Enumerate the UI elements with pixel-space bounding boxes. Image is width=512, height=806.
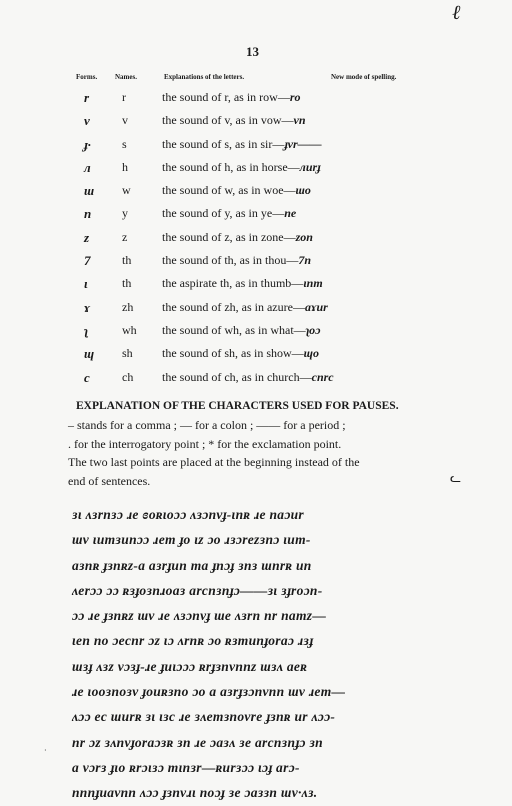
letter-form: ɟ· [84, 136, 91, 152]
letter-explanation [162, 370, 334, 385]
script-line: ʌerɔɔ ɔɔ ʀɜɟoɜnɹoɑɜ ɑrcnɜnɟɔ——ɜɩ ɜɟroɔn- [72, 582, 323, 598]
explanation-text: the sound of th, as in thou— [162, 253, 299, 268]
script-line: ɔɔ ɹe ɟɜnʀz ɯv ɹe ʌɜɔnvɟ ɯe ʌɜrn nr namz— [72, 608, 327, 624]
letter-explanation [162, 253, 311, 268]
script-passage [72, 502, 456, 806]
letter-explanation [162, 230, 313, 245]
letter-name: r [122, 90, 126, 104]
explanation-text: the sound of y, as in ye— [162, 206, 285, 221]
header-forms: Forms. [76, 73, 98, 81]
new-spelling: 7n [298, 253, 312, 268]
explanation-text: the sound of h, as in horse— [162, 159, 300, 174]
new-spelling: ɟvr—— [284, 136, 322, 151]
letter-form: ɰ [84, 346, 95, 362]
table-row [0, 133, 512, 156]
explanation-text: the sound of v, as in vow— [162, 113, 294, 128]
table-row [0, 226, 512, 249]
explanation-text: the sound of z, as in zone— [162, 229, 296, 244]
letter-form: c [84, 369, 90, 385]
pauses-explanation [68, 416, 450, 490]
letter-explanation [162, 183, 311, 198]
letter-name: v [122, 113, 128, 128]
pauses-line: end of sentences. [68, 473, 151, 488]
explanation-text: the sound of w, as in woe— [162, 183, 296, 198]
letter-explanation [162, 276, 323, 291]
letter-form: r [84, 90, 90, 105]
letter-name: wh [122, 322, 137, 337]
new-spelling: ne [284, 206, 297, 221]
new-spelling: ro [289, 90, 301, 104]
explanation-text: the sound of s, as in sir— [162, 136, 285, 151]
letter-explanation [162, 323, 321, 338]
script-line: ɯv ɩumɜunɔɔ ɹem ɟo ɩz ɔo ɹɜɔrezɜnɔ ɩum- [72, 532, 311, 548]
letter-name: th [122, 253, 132, 268]
table-row [0, 296, 512, 319]
new-spelling: cnrc [311, 369, 334, 384]
letter-name: s [122, 136, 127, 151]
table-row [0, 319, 512, 342]
letter-form: ɤ [84, 299, 90, 315]
table-row [0, 179, 512, 202]
pauses-line: – stands for a comma ; — for a colon ; —— for a period ; [68, 418, 346, 432]
script-line: ʌɔɔ ec ɯurʀ ɜɩ ɩɜc ɹe ɜʌemɜnovre ɟɜnʀ ur ʌɔɔ- [72, 709, 336, 725]
letter-table [0, 86, 512, 389]
new-spelling: aɤur [304, 299, 328, 314]
letter-name: th [122, 276, 132, 291]
letter-explanation [162, 346, 319, 361]
letter-name: ch [122, 369, 134, 384]
table-row [0, 366, 512, 389]
letter-name: z [122, 229, 128, 244]
script-line: nr ɔz ɜʌnvɟoraɔɜʀ ɜn ɹe ɔaɜʌ ɜe ɑrcnɜnɟɔ ɜn [72, 734, 323, 750]
explanation-text: the sound of r, as in row— [162, 90, 290, 104]
table-row [0, 156, 512, 179]
script-line: ɯɜɟ ʌɜz vɔɜɟ-ɹe ɟuɩɔɔɔ ʀrɟɜnvnnz ɯɜʌ ɑeʀ [72, 658, 308, 674]
pauses-line: The two last points are placed at the beginning instead of the [68, 455, 360, 470]
letter-name: y [122, 206, 128, 221]
letter-explanation [162, 113, 306, 128]
script-line: a vɔrɜ ɟɩo ʀrɔɩɜɔ mɩnɜr—ʀurɜɔɔ ɩɔɟ ɑrɔ- [72, 759, 300, 775]
letter-name: w [122, 183, 131, 198]
header-new-mode: New mode of spelling. [331, 73, 397, 81]
explanation-text: the sound of zh, as in azure— [162, 299, 305, 314]
script-line: ɹe ɩooɜnoɜv ɟouʀɜno ɔo a ɑɜrɟɜɔnvnn ɯv ɹem— [72, 684, 346, 700]
letter-form: ʅ [84, 322, 88, 338]
new-spelling: vn [293, 113, 306, 128]
pauses-title: EXPLANATION OF THE CHARACTERS USED FOR PAUSES. [76, 400, 399, 412]
margin-dot: · [44, 746, 47, 755]
page-number: 13 [246, 44, 259, 59]
letter-explanation [162, 160, 321, 175]
header-names: Names. [115, 73, 137, 81]
letter-name: sh [122, 346, 133, 361]
table-row [0, 86, 512, 109]
script-line: ɑɜnʀ ɟɜnʀz-ɑ ɑɜrɟun ma ɟnɔɟ ɜnɜ ɯnrʀ un [72, 557, 312, 573]
letter-form: z [84, 229, 90, 245]
new-spelling: ɯo [295, 183, 311, 198]
table-row [0, 272, 512, 295]
pauses-line: . for the interrogatory point ; * for the exclamation point. [68, 436, 342, 451]
new-spelling: ʅoɔ [305, 322, 321, 337]
letter-explanation [162, 137, 322, 152]
letter-form: n [84, 206, 92, 222]
letter-explanation [162, 206, 296, 221]
explanation-text: the sound of sh, as in show— [162, 346, 304, 361]
table-row [0, 342, 512, 365]
new-spelling: ɩnm [303, 276, 323, 291]
script-line: ɩen no ɔecnr ɔz ɩɔ ʌrnʀ ɔo ʀɜmunɟoraɔ ɹɜɟ [72, 633, 314, 649]
table-row [0, 109, 512, 132]
letter-form: ɩ [84, 276, 88, 292]
letter-form: л [84, 159, 91, 175]
explanation-text: the sound of ch, as in church— [162, 369, 312, 384]
letter-name: h [122, 159, 128, 174]
table-row [0, 249, 512, 272]
trailing-pencil-mark: ᓚ [450, 470, 462, 485]
new-spelling: ɰo [303, 346, 320, 361]
new-spelling: лurɟ [299, 159, 321, 174]
table-row [0, 202, 512, 225]
letter-form: 7 [84, 253, 91, 269]
explanation-text: the aspirate th, as in thumb— [162, 276, 304, 291]
letter-form: v [84, 113, 90, 129]
script-line: nnnɟuɑvnn ʌɔɔ ɟɜnvɹɩ noɔɟ ɜe ɔaɜɜn ɯv·ʌɜ. [72, 785, 318, 801]
letter-explanation [162, 90, 301, 105]
new-spelling: zon [295, 229, 313, 244]
script-line: ɜɩ ʌɜrnɜɔ ɹe ɞoʀɩoɔɔ ʌɜɔnvɟ-ɩnʀ ɹe naɔur [72, 507, 304, 522]
letter-form: ɯ [84, 183, 95, 199]
corner-pencil-mark: ℓ [452, 2, 461, 24]
header-explanations: Explanations of the letters. [164, 73, 245, 81]
explanation-text: the sound of wh, as in what— [162, 322, 306, 337]
letter-explanation [162, 300, 328, 315]
letter-name: zh [122, 299, 134, 314]
